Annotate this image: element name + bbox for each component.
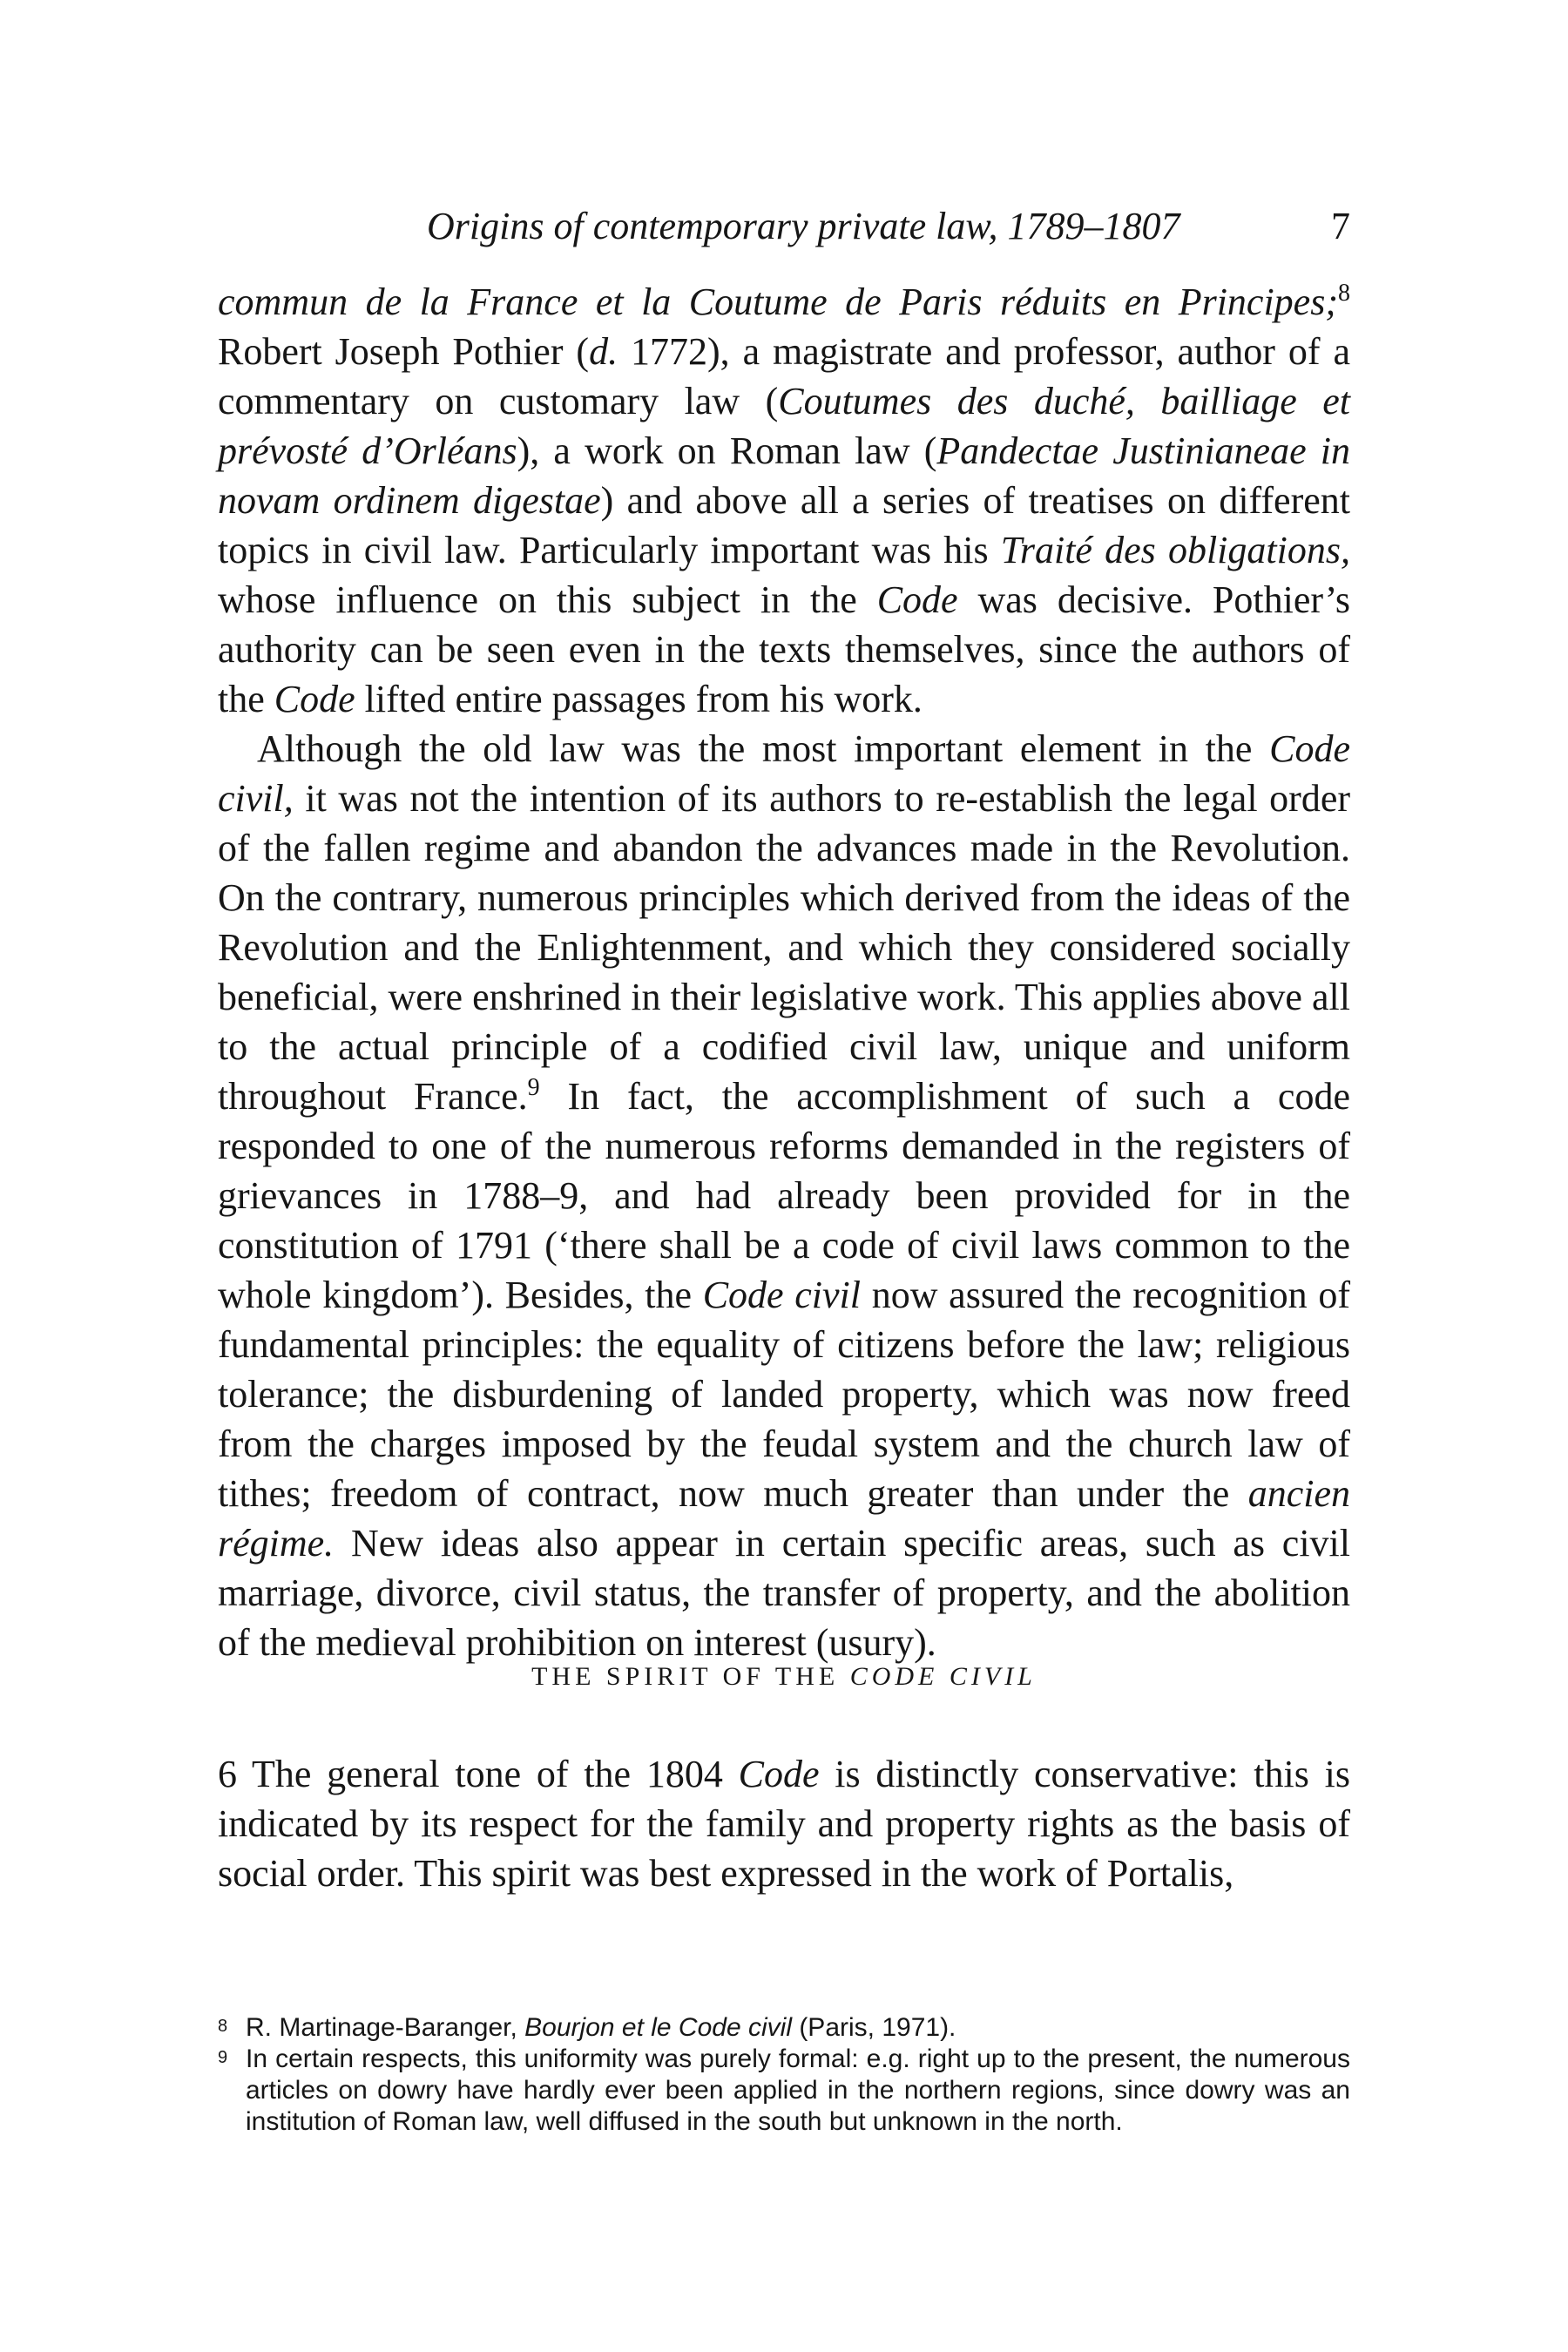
text-span: 1772), a magistrate and professor, author of a commentary on customary law ( [218,330,1350,422]
text-span: Code [876,578,958,621]
paragraph-1 [218,277,1350,724]
text-span: Pandectae Justinianeae in novam ordinem digestae [218,429,1350,522]
text-span: In fact, the accomplishment of such a code responded to one of the numerous reforms demanded in the registers of grievances in 1788–9, and had already been provided for in the constitution of 1791 (‘there shall be a code of civil laws common to the whole kingdom’). Besides, the [218,1075,1350,1316]
text-span: commun de la France et la Coutume de Paris réduits en Principes; [218,280,1338,323]
heading-text: THE SPIRIT OF THE [531,1662,850,1691]
main-text-upper [218,277,1350,1667]
text-span: was decisive. Pothier’s authority can be seen even in the texts themselves, since the authors of the [218,578,1350,720]
text-span: Code [738,1753,820,1795]
footnotes [218,2012,1350,2138]
footnote-9 [218,2044,1350,2138]
text-span: d. [589,330,618,373]
text-span: ancien régime. [218,1472,1350,1565]
footnote-8 [218,2012,1350,2044]
text-span: In certain respects, this uniformity was purely formal: e.g. right up to the present, the numerous articles on dowry have hardly ever been applied in the northern regions, since dowry was an institution of Roman law, well diffused in the south but unknown in the north. [246,2044,1350,2136]
text-span: Code civil, [218,727,1350,820]
page-number: 7 [1331,205,1350,247]
text-span: R. Martinage-Baranger, [246,2013,525,2042]
text-span: lifted entire passages from his work. [355,678,923,720]
text-span: (Paris, 1971). [791,2013,956,2042]
text-span: Code [274,678,355,720]
running-header [218,196,1350,257]
text-span: New ideas also appear in certain specific areas, such as civil marriage, divorce, civil status, the transfer of property, and the abolition of the medieval prohibition on interest (usury). [218,1522,1350,1664]
text-span: it was not the intention of its authors to re-establish the legal order of the fallen regime and abandon the advances made in the Revolution. On the contrary, numerous principles which derived from the ideas of the Revolution and the Enlightenment, and which they considered socially beneficial, were enshrined in their legislative work. This applies above all to the actual principle of a codified civil law, unique and uniform throughout France. [218,777,1350,1118]
section-heading [218,1659,1350,1694]
text-span: Code civil [702,1274,862,1316]
paragraph-number: 6 [218,1753,237,1795]
main-text-lower [218,1749,1350,1898]
text-span: Robert Joseph Pothier ( [218,330,590,373]
text-span: ) and above all a series of treatises on different topics in civil law. Particularly important was his [218,479,1350,571]
text-span: Bourjon et le Code civil [524,2013,792,2042]
text-span: whose influence on this subject in the [218,578,877,621]
paragraph-3 [218,1749,1350,1898]
footnote-mark: 9 [218,2048,228,2067]
running-title: Origins of contemporary private law, 1789–1807 [427,205,1180,247]
text-span: now assured the recognition of fundamental principles: the equality of citizens before the law; religious tolerance; the disburdening of landed property, which was now freed from the charges imposed by the feudal system and the church law of tithes; freedom of contract, now much greater than under the [218,1274,1351,1515]
paragraph-2 [218,724,1350,1667]
text-span: Coutumes des duché, bailliage et prévosté d’Orléans [218,380,1350,472]
footnote-ref-8: 8 [1338,280,1350,307]
footnote-ref-9: 9 [527,1074,540,1101]
text-span: Although the old law was the most important element in the [257,727,1270,770]
text-span: ), a work on Roman law ( [517,429,937,472]
text-span: is distinctly conservative: this is indicated by its respect for the family and property rights as the basis of social order. This spirit was best expressed in the work of Portalis, [218,1753,1350,1895]
text-span: Traité des obligations, [1000,529,1350,571]
heading-italic-text: CODE CIVIL [849,1662,1037,1691]
footnote-mark: 8 [218,2017,228,2036]
text-span: The general tone of the 1804 [237,1753,739,1795]
